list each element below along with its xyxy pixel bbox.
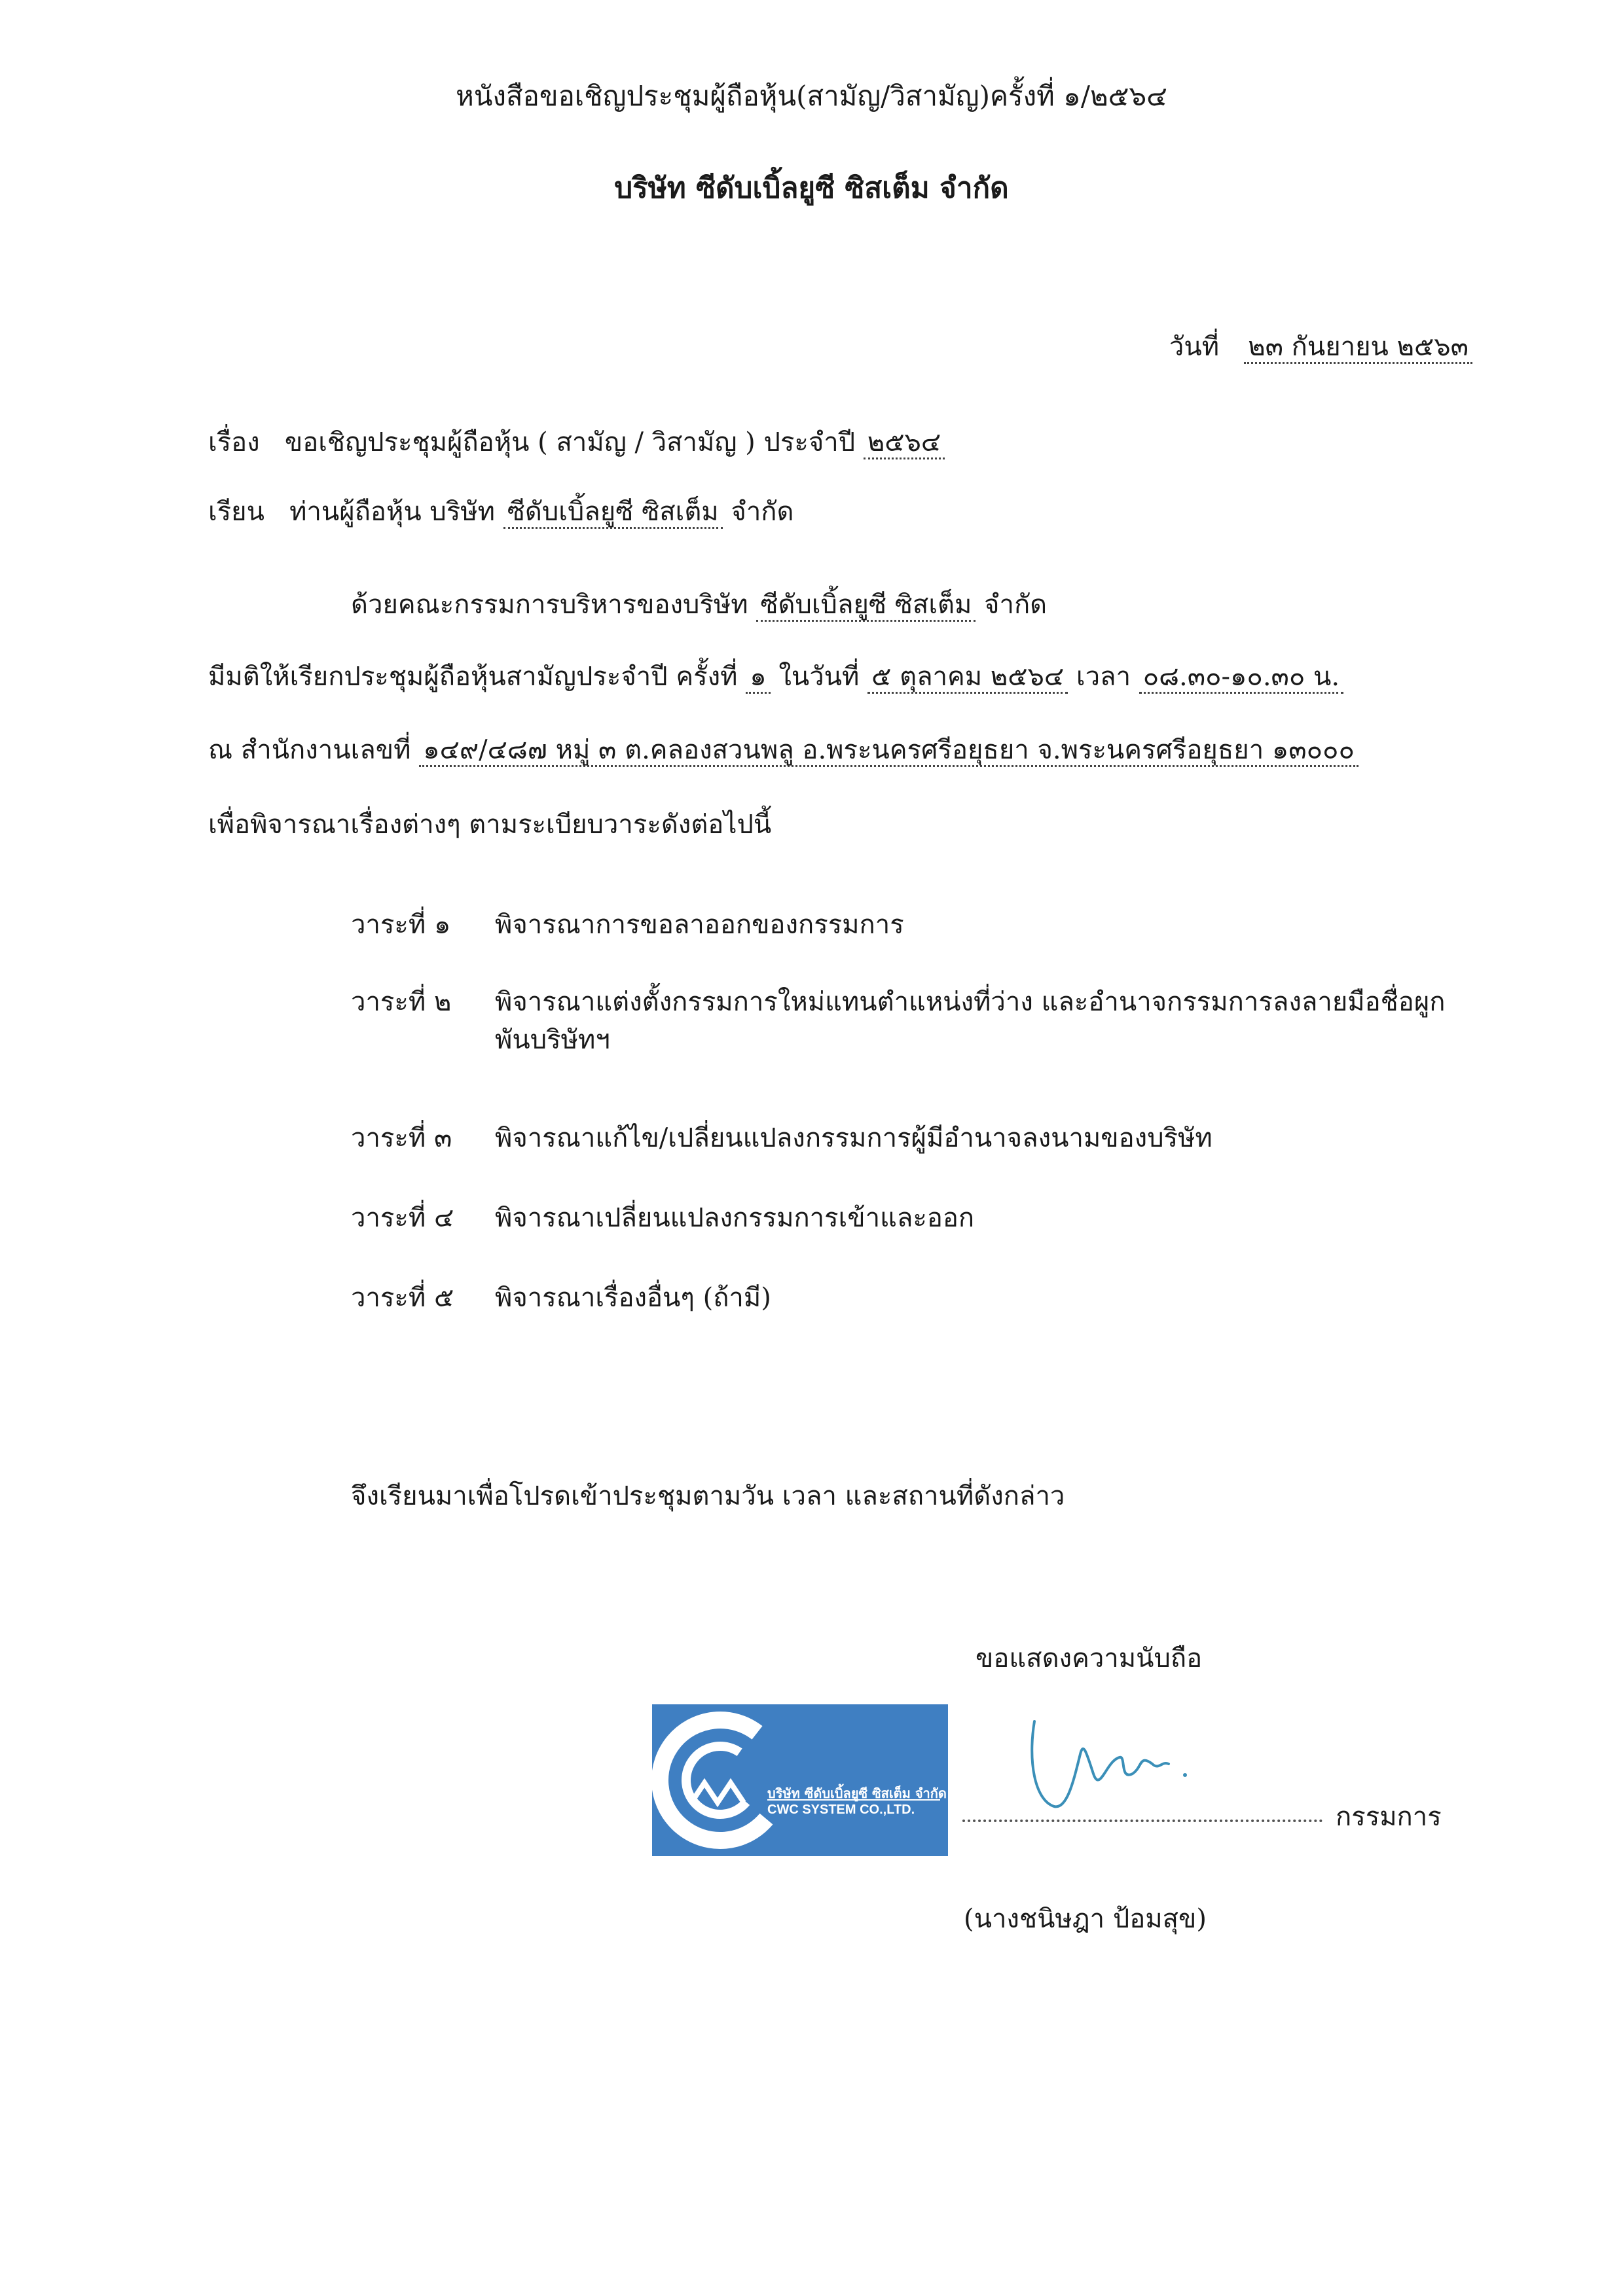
company-name: บริษัท ซีดับเบิ้ลยูซี ซิสเต็ม จำกัด <box>614 171 1009 205</box>
subject-label: เรื่อง <box>208 427 260 457</box>
document-date <box>1169 331 1472 363</box>
stamp-thai-text: บริษัท ซีดับเบิ้ลยูซี ซิสเต็ม จำกัด <box>767 1785 947 1801</box>
agenda-label: วาระที่ ๔ <box>351 1203 454 1233</box>
agenda-item <box>351 906 1451 944</box>
para2-on: ในวันที่ <box>778 662 860 692</box>
signer-name: (นางชนิษฎา ป้อมสุข) <box>964 1904 1207 1934</box>
date-label: วันที่ <box>1169 332 1220 362</box>
subject-line <box>208 427 945 458</box>
agenda-label: วาระที่ ๒ <box>351 987 452 1017</box>
to-text: ท่านผู้ถือหุ้น บริษัท <box>289 497 495 527</box>
to-company: ซีดับเบิ้ลยูซี ซิสเต็ม <box>503 497 723 529</box>
agenda-text: พิจารณาแก้ไข/เปลี่ยนแปลงกรรมการผู้มีอำนาจลงนามของบริษัท <box>495 1123 1213 1153</box>
meeting-time: ๐๘.๓๐-๑๐.๓๐ น. <box>1139 662 1343 694</box>
signature-line <box>962 1820 1322 1822</box>
agenda-text: พิจารณาแต่งตั้งกรรมการใหม่แทนตำแหน่งที่ว่าง และอำนาจกรรมการลงลายมือชื่อผูกพันบริษัทฯ <box>495 987 1446 1055</box>
document-title: หนังสือขอเชิญประชุมผู้ถือหุ้น(สามัญ/วิสามัญ)ครั้งที่ ๑/๒๕๖๔ <box>456 80 1167 112</box>
paragraph-board <box>351 589 1047 620</box>
date-value: ๒๓ กันยายน ๒๕๖๓ <box>1244 332 1472 364</box>
agenda-item <box>351 1199 1451 1237</box>
signer-role: กรรมการ <box>1336 1802 1442 1832</box>
paragraph-address <box>208 734 1359 766</box>
time-label: เวลา <box>1076 662 1131 692</box>
signature-icon <box>1021 1702 1218 1833</box>
agenda-item <box>351 983 1451 1059</box>
agenda-item <box>351 1279 1451 1317</box>
para2-text: มีมติให้เรียกประชุมผู้ถือหุ้นสามัญประจำปี ครั้งที่ <box>208 662 738 692</box>
to-suffix: จำกัด <box>731 497 794 527</box>
stamp-logo-icon <box>652 1704 948 1856</box>
agenda-label: วาระที่ ๑ <box>351 910 451 940</box>
meeting-date: ๕ ตุลาคม ๒๕๖๔ <box>867 662 1068 694</box>
agenda-label: วาระที่ ๕ <box>351 1283 454 1313</box>
meeting-number: ๑ <box>746 662 770 694</box>
para1-suffix: จำกัด <box>984 590 1048 620</box>
office-address: ๑๔๙/๔๘๗ หมู่ ๓ ต.คลองสวนพลู อ.พระนครศรีอยุธยา จ.พระนครศรีอยุธยา ๑๓๐๐๐ <box>419 735 1359 767</box>
paragraph-agenda-intro: เพื่อพิจารณาเรื่องต่างๆ ตามระเบียบวาระดังต่อไปนี้ <box>208 810 772 840</box>
regards: ขอแสดงความนับถือ <box>976 1643 1203 1674</box>
to-label: เรียน <box>208 497 264 527</box>
paragraph-resolution <box>208 661 1343 692</box>
subject-text: ขอเชิญประชุมผู้ถือหุ้น ( สามัญ / วิสามัญ ) ประจำปี <box>284 427 856 457</box>
agenda-text: พิจารณาการขอลาออกของกรรมการ <box>495 910 904 940</box>
company-stamp <box>652 1704 948 1856</box>
agenda-text: พิจารณาเปลี่ยนแปลงกรรมการเข้าและออก <box>495 1203 975 1233</box>
para1-company: ซีดับเบิ้ลยูซี ซิสเต็ม <box>756 590 976 622</box>
para3-text: ณ สำนักงานเลขที่ <box>208 735 411 765</box>
addressee-line <box>208 496 793 528</box>
agenda-text: พิจารณาเรื่องอื่นๆ (ถ้ามี) <box>495 1283 771 1313</box>
para1-text: ด้วยคณะกรรมการบริหารของบริษัท <box>351 590 748 620</box>
agenda-item <box>351 1119 1451 1157</box>
subject-year: ๒๕๖๔ <box>864 427 945 459</box>
closing-sentence: จึงเรียนมาเพื่อโปรดเข้าประชุมตามวัน เวลา และสถานที่ดังกล่าว <box>351 1481 1065 1511</box>
agenda-label: วาระที่ ๓ <box>351 1123 452 1153</box>
stamp-english-text: CWC SYSTEM CO.,LTD. <box>767 1803 915 1817</box>
